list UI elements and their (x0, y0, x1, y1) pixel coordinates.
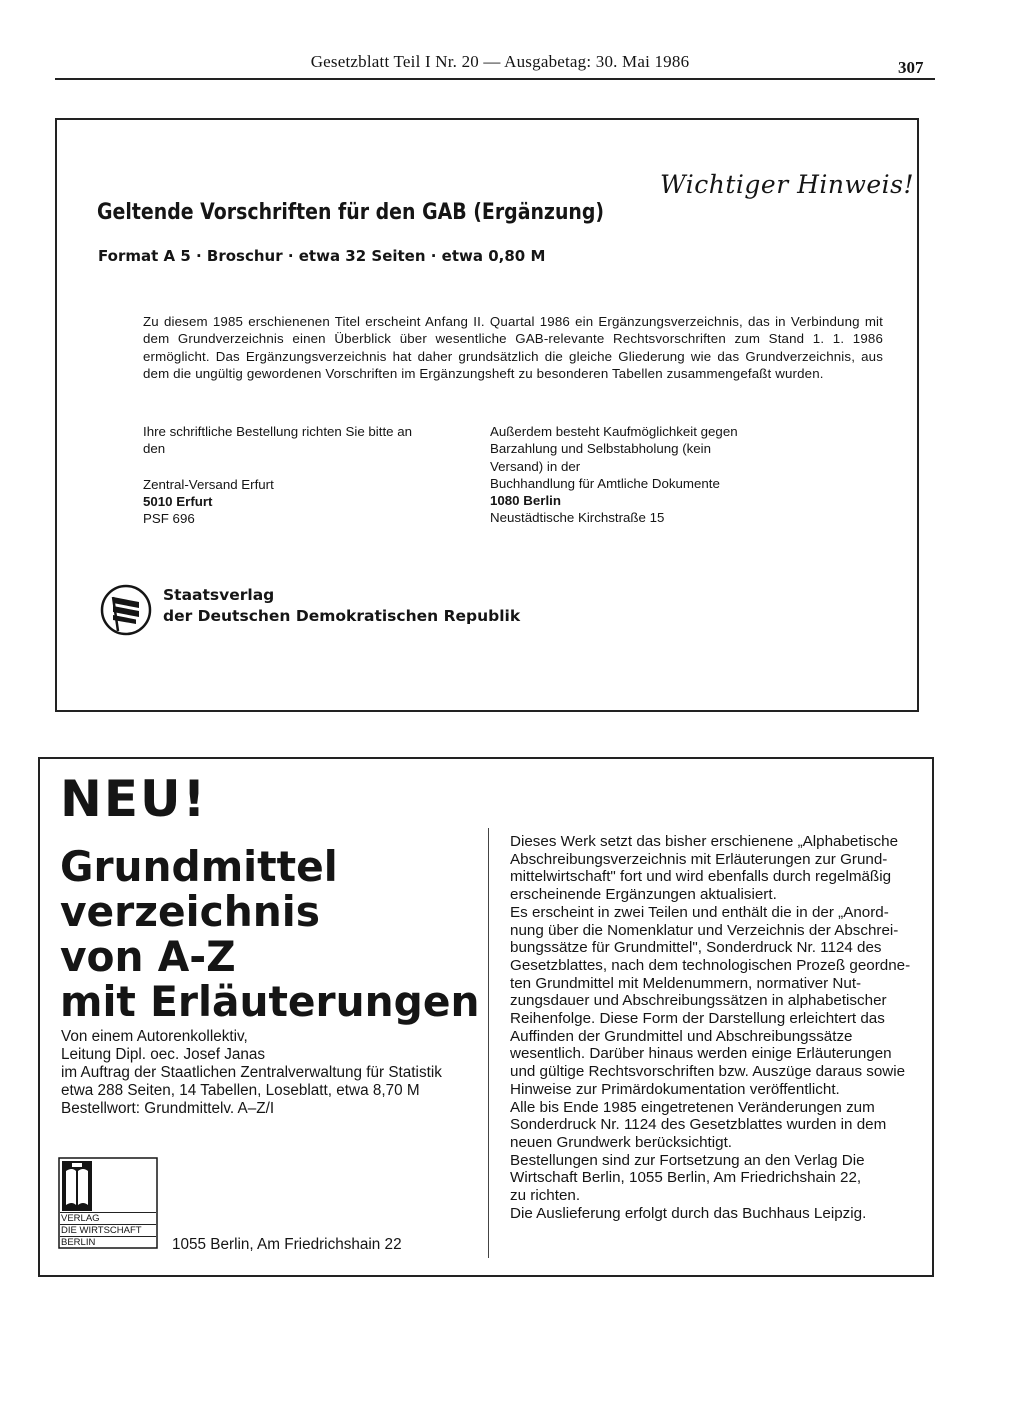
ad-desc-line: neuen Grundwerk berücksichtigt. (510, 1133, 733, 1151)
ad-desc-line: nung über die Nomenklatur und Verzeichnis der Abschrei- (510, 921, 899, 939)
staatsverlag-logo-icon (100, 584, 152, 636)
ad-desc-line: Alle bis Ende 1985 eingetretenen Veränderungen zum (510, 1098, 875, 1116)
ad-description (510, 833, 910, 1222)
ad-desc-line: Die Auslieferung erfolgt durch das Buchhaus Leipzig. (510, 1204, 867, 1222)
ad-info (61, 1028, 481, 1118)
notice-description: Zu diesem 1985 erschienenen Titel erscheint Anfang II. Quartal 1986 ein Ergänzungsverzeichnis, das in Verbindung mit dem Grundverzeichnis einen Überblick über wesentliche GAB-relevante Rechtsvorschriften zum Stand 1. 1. 1986 ermöglicht. Das Ergänzungsverzeichnis hat daher grundsätzlich die gleiche Gliederung wie das Grundverzeichnis, aus dem die ungültig gewordenen Vorschriften im Ergänzungsheft zu besonderen Tabellen zusammengefaßt wurden. (143, 314, 883, 381)
ad-title-line: Grundmittel (60, 842, 338, 891)
ad-desc-line: mittelwirtschaft" fort und wird ebenfalls durch regelmäßig (510, 868, 892, 886)
ad-title-line: mit Erläuterungen (60, 977, 480, 1026)
ad-desc-line: wesentlich. Darüber hinaus werden einige Erläuterungen (510, 1045, 892, 1063)
order-right-street: Neustädtische Kirchstraße 15 (490, 510, 665, 526)
publisher-name (163, 585, 520, 627)
order-left-intro: Ihre schriftliche Bestellung richten Sie bitte an den (143, 424, 413, 457)
order-left-org: Zentral-Versand Erfurt (143, 476, 274, 492)
ad-info-line: Leitung Dipl. oec. Josef Janas (61, 1046, 266, 1063)
ad-desc-line: und gültige Rechtsvorschriften bzw. Auszüge daraus sowie (510, 1063, 906, 1081)
publisher-line1: Staatsverlag (163, 586, 275, 604)
ad-desc-line: Es erscheint in zwei Teilen und enthält die in der „Anord- (510, 903, 889, 921)
notice-format: Format A 5 · Broschur · etwa 32 Seiten · etwa 0,80 M (98, 247, 546, 265)
ad-desc-line: Sonderdruck Nr. 1124 des Gesetzblattes wurden in dem (510, 1116, 887, 1134)
ad-desc-line: Abschreibungsverzeichnis mit Erläuterungen zur Grund- (510, 850, 888, 868)
order-left-city: 5010 Erfurt (143, 493, 213, 509)
page-number: 307 (898, 58, 924, 77)
ad-desc-line: erscheinende Ergänzungen aktualisiert. (510, 886, 777, 904)
order-left-box: PSF 696 (143, 511, 195, 527)
notice-hinweis: Wichtiger Hinweis! (660, 170, 915, 199)
ad-info-line: etwa 288 Seiten, 14 Tabellen, Loseblatt, etwa 8,70 M (61, 1082, 420, 1099)
ad-title (60, 844, 479, 1024)
verlag-logo-line: VERLAG (60, 1212, 156, 1224)
order-right-shop: Buchhandlung für Amtliche Dokumente (490, 475, 720, 491)
ad-title-line: verzeichnis (60, 887, 320, 936)
verlag-logo-line: DIE WIRTSCHAFT (60, 1224, 156, 1236)
header-rule (55, 78, 935, 80)
ad-info-line: im Auftrag der Staatlichen Zentralverwaltung für Statistik (61, 1064, 442, 1081)
ad-title-line: von A-Z (60, 932, 236, 981)
ad-desc-line: zu richten. (510, 1187, 581, 1205)
ad-desc-line: Auffinden der Grundmittel und Abschreibungssätze (510, 1027, 853, 1045)
notice-title: Geltende Vorschriften für den GAB (Ergänzung) (97, 200, 605, 225)
ad-info-line: Bestellwort: Grundmittelv. A–Z/I (61, 1100, 275, 1117)
order-right-city: 1080 Berlin (490, 493, 561, 509)
ad-desc-line: ten Grundmittel mit Meldenummern, normativer Nut- (510, 974, 862, 992)
order-left-column (143, 423, 413, 527)
ad-neu-heading: NEU! (60, 770, 208, 828)
verlag-logo-text (60, 1212, 156, 1248)
ad-address: 1055 Berlin, Am Friedrichshain 22 (172, 1236, 402, 1253)
ad-desc-line: Reihenfolge. Diese Form der Darstellung erleichtert das (510, 1010, 885, 1028)
ad-desc-line: Dieses Werk setzt das bisher erschienene „Alphabetische (510, 833, 899, 850)
publisher-line2: der Deutschen Demokratischen Republik (163, 607, 521, 625)
order-right-column (490, 423, 758, 527)
ad-column-divider (488, 828, 489, 1258)
ad-desc-line: Wirtschaft Berlin, 1055 Berlin, Am Friedrichshain 22, (510, 1169, 862, 1187)
ad-desc-line: Gesetzblattes, nach dem technologischen Prozeß geordne- (510, 956, 911, 974)
ad-desc-line: zungsdauer und Abschreibungssätzen in alphabetischer (510, 992, 887, 1010)
order-right-intro: Außerdem besteht Kaufmöglichkeit gegen Barzahlung und Selbstabholung (kein Versand) in der (490, 424, 738, 474)
page-header-title: Gesetzblatt Teil I Nr. 20 — Ausgabetag: 30. Mai 1986 (310, 52, 690, 71)
ad-info-line: Von einem Autorenkollektiv, (61, 1028, 248, 1045)
ad-desc-line: Hinweise zur Primärdokumentation veröffentlicht. (510, 1080, 840, 1098)
verlag-logo-line: BERLIN (60, 1236, 156, 1248)
ad-desc-line: bungssätze für Grundmittel", Sonderdruck Nr. 1124 des (510, 939, 882, 957)
ad-desc-line: Bestellungen sind zur Fortsetzung an den Verlag Die (510, 1151, 865, 1169)
